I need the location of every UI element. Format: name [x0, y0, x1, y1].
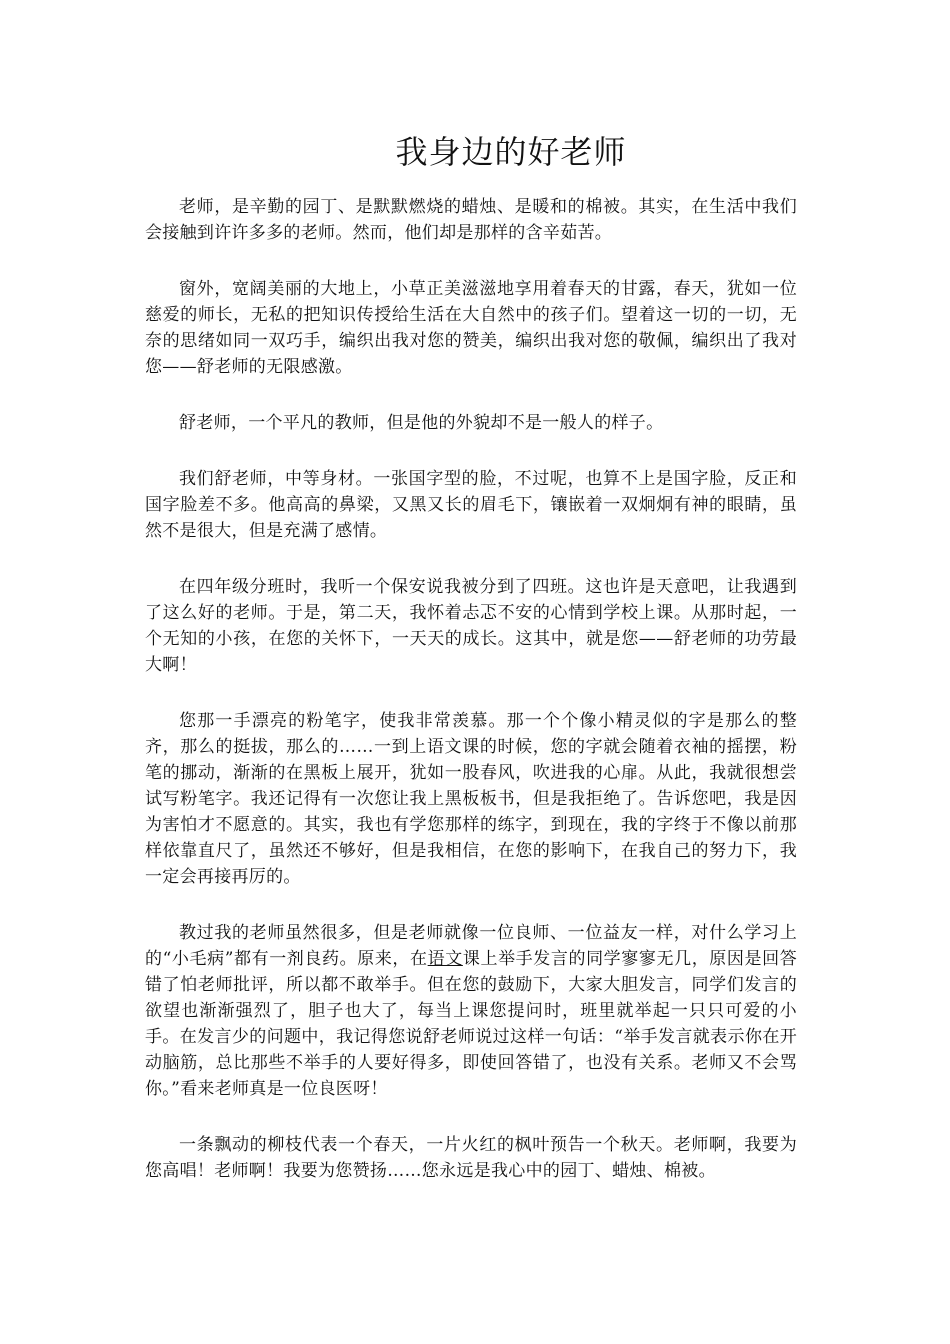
paragraph-4: 我们舒老师，中等身材。一张国字型的脸，不过呢，也算不上是国字脸，反正和国字脸差不多。他高高的鼻梁，又黑又长的眉毛下，镶嵌着一双炯炯有神的眼睛，虽然不是很大，但是充满了感情。	[145, 469, 797, 541]
paragraph-1: 老师，是辛勤的园丁、是默默燃烧的蜡烛、是暖和的棉被。其实，在生活中我们会接触到许许多多的老师。然而，他们却是那样的含辛茹苦。	[145, 197, 797, 243]
paragraph-2: 窗外，宽阔美丽的大地上，小草正美滋滋地享用着春天的甘露，春天，犹如一位慈爱的师长，无私的把知识传授给生活在大自然中的孩子们。望着这一切的一切，无奈的思绪如同一双巧手，编织出我对您的赞美，编织出我对您的敬佩，编织出了我对您——舒老师的无限感激。	[145, 279, 797, 377]
chinese-class-link[interactable]: 语文	[427, 949, 463, 969]
paragraph-3: 舒老师，一个平凡的教师，但是他的外貌却不是一般人的样子。	[179, 413, 664, 433]
paragraph-8: 一条飘动的柳枝代表一个春天，一片火红的枫叶预告一个秋天。老师啊，我要为您高唱！老师啊！我要为您赞扬……您永远是我心中的园丁、蜡烛、棉被。	[145, 1135, 797, 1181]
paragraph-6: 您那一手漂亮的粉笔字，使我非常羡慕。那一个个像小精灵似的字是那么的整齐，那么的挺拔，那么的……一到上语文课的时候，您的字就会随着衣袖的摇摆，粉笔的挪动，渐渐的在黑板上展开，犹如一股春风，吹进我的心扉。从此，我就很想尝试写粉笔字。我还记得有一次您让我上黑板板书，但是我拒绝了。告诉您吧，我是因为害怕才不愿意的。其实，我也有学您那样的练字，到现在，我的字终于不像以前那样依靠直尺了，虽然还不够好，但是我相信，在您的影响下，在我自己的努力下，我一定会再接再厉的。	[145, 711, 797, 887]
paragraph-7	[145, 920, 797, 1102]
page-title: 我身边的好老师	[395, 133, 627, 171]
paragraph-7-after: 课上举手发言的同学寥寥无几，原因是回答错了怕老师批评，所以都不敢举手。但在您的鼓励下，大家大胆发言，同学们发言的欲望也渐渐强烈了，胆子也大了，每当上课您提问时，班里就举起一只只可爱的小手。在发言少的问题中，我记得您说舒老师说过这样一句话：“举手发言就表示你在开动脑筋，总比那些不举手的人要好得多，即使回答错了，也没有关系。老师又不会骂你。”看来老师真是一位良医呀！	[145, 949, 798, 1099]
paragraph-7-before: 教过我的老师虽然很多，但是老师就像一位良师、一位益友一样，对什么学习上的“小毛病”都有一剂良药。原来，在	[145, 923, 797, 969]
article-body	[145, 194, 797, 1214]
paragraph-5: 在四年级分班时，我听一个保安说我被分到了四班。这也许是天意吧，让我遇到了这么好的老师。于是，第二天，我怀着忐忑不安的心情到学校上课。从那时起，一个无知的小孩，在您的关怀下，一天天的成长。这其中，就是您——舒老师的功劳最大啊！	[145, 577, 797, 675]
